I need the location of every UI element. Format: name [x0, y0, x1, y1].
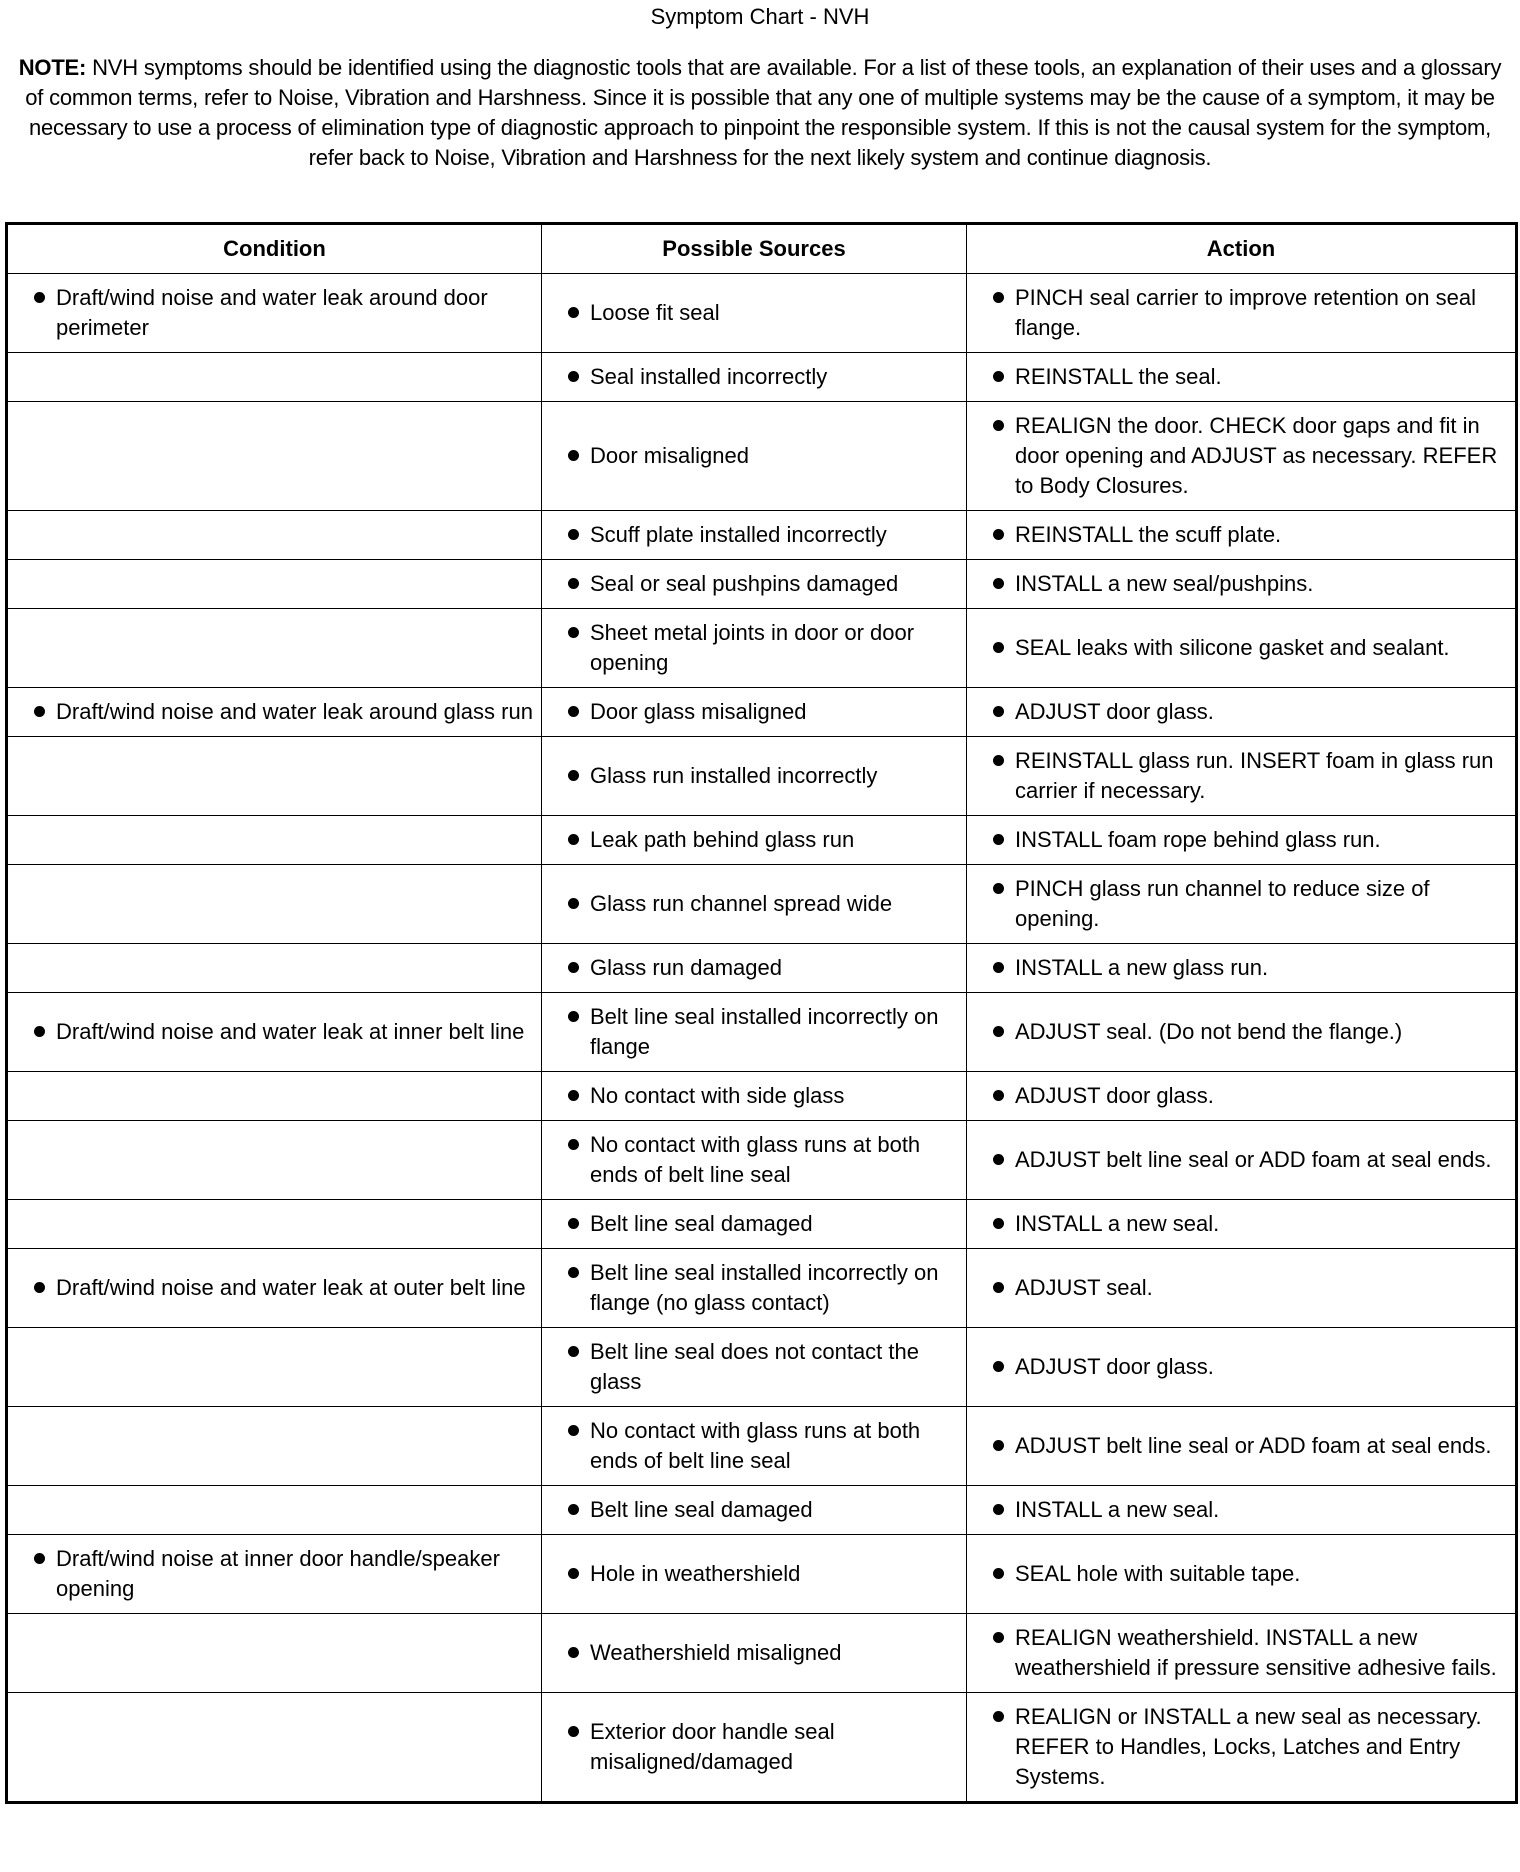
- bullet-item: [975, 1145, 1507, 1175]
- source-cell: [542, 865, 967, 944]
- bullet-icon: [16, 697, 56, 727]
- action-cell: [967, 274, 1517, 353]
- action-text: SEAL leaks with silicone gasket and sealant.: [1015, 635, 1450, 660]
- condition-cell: [7, 609, 542, 688]
- source-cell: [542, 1200, 967, 1249]
- table-row: [7, 1486, 1517, 1535]
- bullet-icon: [550, 569, 590, 599]
- condition-text: Draft/wind noise and water leak at outer belt line: [56, 1275, 526, 1300]
- action-text: INSTALL a new seal/pushpins.: [1015, 571, 1314, 596]
- source-text: Glass run channel spread wide: [590, 891, 893, 916]
- source-text: Seal or seal pushpins damaged: [590, 571, 899, 596]
- condition-cell: [7, 1486, 542, 1535]
- bullet-icon: [975, 1352, 1015, 1382]
- condition-cell: [7, 688, 542, 737]
- source-text: Scuff plate installed incorrectly: [590, 522, 887, 547]
- bullet-icon: [975, 1431, 1015, 1461]
- bullet-icon: [975, 825, 1015, 855]
- source-cell: [542, 402, 967, 511]
- bullet-item: [975, 746, 1507, 806]
- condition-cell: [7, 1200, 542, 1249]
- action-text: ADJUST door glass.: [1015, 699, 1214, 724]
- bullet-icon: [550, 618, 590, 648]
- bullet-icon: [975, 362, 1015, 392]
- bullet-item: [550, 1081, 958, 1111]
- bullet-item: [550, 1337, 958, 1397]
- bullet-icon: [550, 1337, 590, 1367]
- table-row: [7, 1072, 1517, 1121]
- bullet-item: [550, 1638, 958, 1668]
- bullet-icon: [975, 1017, 1015, 1047]
- bullet-item: [550, 1717, 958, 1777]
- bullet-item: [975, 1495, 1507, 1525]
- action-text: INSTALL a new glass run.: [1015, 955, 1269, 980]
- bullet-icon: [975, 697, 1015, 727]
- source-text: Loose fit seal: [590, 300, 720, 325]
- bullet-item: [975, 1273, 1507, 1303]
- action-cell: [967, 993, 1517, 1072]
- bullet-item: [975, 1209, 1507, 1239]
- bullet-icon: [550, 1130, 590, 1160]
- source-cell: [542, 1614, 967, 1693]
- table-row: [7, 560, 1517, 609]
- bullet-item: [16, 1017, 533, 1047]
- table-row: [7, 609, 1517, 688]
- bullet-item: [975, 1081, 1507, 1111]
- action-cell: [967, 1486, 1517, 1535]
- header-action: Action: [967, 224, 1517, 274]
- note-paragraph: [8, 53, 1512, 173]
- action-cell: [967, 688, 1517, 737]
- action-cell: [967, 511, 1517, 560]
- action-text: PINCH seal carrier to improve retention on seal flange.: [1015, 285, 1476, 340]
- action-cell: [967, 1072, 1517, 1121]
- bullet-item: [550, 1258, 958, 1318]
- condition-cell: [7, 402, 542, 511]
- bullet-item: [16, 1544, 533, 1604]
- table-row: [7, 1121, 1517, 1200]
- table-row: [7, 865, 1517, 944]
- action-text: ADJUST belt line seal or ADD foam at seal ends.: [1015, 1433, 1492, 1458]
- table-row: [7, 944, 1517, 993]
- bullet-icon: [975, 1495, 1015, 1525]
- bullet-icon: [975, 411, 1015, 441]
- bullet-icon: [975, 1273, 1015, 1303]
- bullet-icon: [550, 1559, 590, 1589]
- action-cell: [967, 865, 1517, 944]
- source-cell: [542, 816, 967, 865]
- symptom-table: [5, 222, 1518, 1804]
- bullet-icon: [975, 569, 1015, 599]
- condition-cell: [7, 1614, 542, 1693]
- table-row: [7, 1614, 1517, 1693]
- header-possible-sources: Possible Sources: [542, 224, 967, 274]
- source-cell: [542, 560, 967, 609]
- bullet-icon: [550, 298, 590, 328]
- bullet-icon: [16, 283, 56, 313]
- bullet-item: [550, 1416, 958, 1476]
- bullet-item: [975, 825, 1507, 855]
- bullet-item: [975, 633, 1507, 663]
- source-cell: [542, 1693, 967, 1803]
- condition-cell: [7, 511, 542, 560]
- bullet-icon: [16, 1273, 56, 1303]
- bullet-icon: [550, 1638, 590, 1668]
- bullet-icon: [550, 520, 590, 550]
- action-text: ADJUST belt line seal or ADD foam at seal ends.: [1015, 1147, 1492, 1172]
- condition-text: Draft/wind noise at inner door handle/speaker opening: [56, 1546, 500, 1601]
- source-cell: [542, 993, 967, 1072]
- bullet-icon: [550, 953, 590, 983]
- bullet-item: [550, 889, 958, 919]
- action-cell: [967, 609, 1517, 688]
- bullet-icon: [550, 362, 590, 392]
- condition-text: Draft/wind noise and water leak at inner belt line: [56, 1019, 525, 1044]
- condition-cell: [7, 274, 542, 353]
- bullet-item: [975, 874, 1507, 934]
- bullet-item: [975, 1702, 1507, 1792]
- table-row: [7, 1535, 1517, 1614]
- bullet-item: [550, 441, 958, 471]
- bullet-icon: [550, 697, 590, 727]
- action-cell: [967, 353, 1517, 402]
- condition-cell: [7, 993, 542, 1072]
- bullet-icon: [550, 1081, 590, 1111]
- source-cell: [542, 1486, 967, 1535]
- bullet-item: [975, 1431, 1507, 1461]
- note-text: NVH symptoms should be identified using the diagnostic tools that are available. For a list of these tools, an explanation of their uses and a glossary of common terms, refer to Noise, Vibration and Harshness. Since it is possible that any one of multiple systems may be the cause of a symptom, it may be necessary to use a process of elimination type of diagnostic approach to pinpoint the responsible system. If this is not the causal system for the symptom, refer back to Noise, Vibration and Harshness for the next likely system and continue diagnosis.: [25, 55, 1502, 170]
- source-text: Door misaligned: [590, 443, 749, 468]
- source-text: No contact with glass runs at both ends of belt line seal: [590, 1418, 921, 1473]
- action-text: PINCH glass run channel to reduce size of opening.: [1015, 876, 1430, 931]
- condition-cell: [7, 865, 542, 944]
- bullet-item: [550, 1559, 958, 1589]
- condition-cell: [7, 1072, 542, 1121]
- header-condition: Condition: [7, 224, 542, 274]
- table-row: [7, 993, 1517, 1072]
- source-text: Belt line seal does not contact the glass: [590, 1339, 919, 1394]
- table-row: [7, 1249, 1517, 1328]
- source-cell: [542, 737, 967, 816]
- source-cell: [542, 1249, 967, 1328]
- bullet-item: [550, 953, 958, 983]
- table-row: [7, 816, 1517, 865]
- action-cell: [967, 1535, 1517, 1614]
- action-text: REINSTALL the seal.: [1015, 364, 1222, 389]
- bullet-icon: [975, 1623, 1015, 1653]
- action-cell: [967, 1407, 1517, 1486]
- source-cell: [542, 1121, 967, 1200]
- action-cell: [967, 944, 1517, 993]
- action-text: ADJUST door glass.: [1015, 1354, 1214, 1379]
- bullet-item: [550, 697, 958, 727]
- bullet-icon: [550, 1495, 590, 1525]
- source-text: Belt line seal installed incorrectly on flange (no glass contact): [590, 1260, 939, 1315]
- condition-cell: [7, 1535, 542, 1614]
- bullet-icon: [975, 1145, 1015, 1175]
- bullet-item: [975, 1623, 1507, 1683]
- source-cell: [542, 353, 967, 402]
- bullet-item: [550, 1209, 958, 1239]
- source-text: No contact with glass runs at both ends of belt line seal: [590, 1132, 921, 1187]
- action-cell: [967, 1200, 1517, 1249]
- bullet-item: [550, 761, 958, 791]
- bullet-icon: [550, 1258, 590, 1288]
- bullet-icon: [975, 1559, 1015, 1589]
- source-text: Leak path behind glass run: [590, 827, 855, 852]
- bullet-item: [975, 697, 1507, 727]
- action-text: REALIGN the door. CHECK door gaps and fit in door opening and ADJUST as necessary. REFER to Body Closures.: [1015, 413, 1498, 498]
- action-cell: [967, 1121, 1517, 1200]
- action-text: REINSTALL glass run. INSERT foam in glass run carrier if necessary.: [1015, 748, 1494, 803]
- bullet-item: [550, 1130, 958, 1190]
- bullet-item: [975, 569, 1507, 599]
- action-cell: [967, 737, 1517, 816]
- bullet-item: [16, 283, 533, 343]
- bullet-item: [550, 1495, 958, 1525]
- bullet-icon: [975, 283, 1015, 313]
- table-row: [7, 1200, 1517, 1249]
- source-cell: [542, 1535, 967, 1614]
- condition-cell: [7, 353, 542, 402]
- source-text: Seal installed incorrectly: [590, 364, 828, 389]
- table-row: [7, 274, 1517, 353]
- source-cell: [542, 1328, 967, 1407]
- condition-cell: [7, 944, 542, 993]
- action-text: ADJUST door glass.: [1015, 1083, 1214, 1108]
- bullet-item: [16, 697, 533, 727]
- bullet-item: [550, 298, 958, 328]
- bullet-icon: [975, 746, 1015, 776]
- condition-cell: [7, 1407, 542, 1486]
- bullet-icon: [550, 889, 590, 919]
- table-row: [7, 1407, 1517, 1486]
- bullet-item: [975, 1559, 1507, 1589]
- bullet-item: [975, 362, 1507, 392]
- condition-text: Draft/wind noise and water leak around door perimeter: [56, 285, 488, 340]
- table-row: [7, 353, 1517, 402]
- bullet-item: [550, 520, 958, 550]
- source-cell: [542, 274, 967, 353]
- source-text: Exterior door handle seal misaligned/damaged: [590, 1719, 835, 1774]
- bullet-icon: [975, 874, 1015, 904]
- bullet-icon: [975, 633, 1015, 663]
- table-header-row: [7, 224, 1517, 274]
- bullet-icon: [975, 1209, 1015, 1239]
- source-text: Belt line seal installed incorrectly on flange: [590, 1004, 939, 1059]
- action-text: REALIGN weathershield. INSTALL a new weathershield if pressure sensitive adhesive fails.: [1015, 1625, 1497, 1680]
- action-cell: [967, 816, 1517, 865]
- bullet-icon: [550, 761, 590, 791]
- source-text: Sheet metal joints in door or door opening: [590, 620, 915, 675]
- action-text: ADJUST seal.: [1015, 1275, 1153, 1300]
- bullet-icon: [16, 1017, 56, 1047]
- source-cell: [542, 609, 967, 688]
- source-cell: [542, 688, 967, 737]
- bullet-icon: [975, 953, 1015, 983]
- bullet-item: [975, 1017, 1507, 1047]
- bullet-icon: [975, 520, 1015, 550]
- condition-cell: [7, 1121, 542, 1200]
- condition-cell: [7, 737, 542, 816]
- page-title: Symptom Chart - NVH: [650, 4, 870, 29]
- action-cell: [967, 402, 1517, 511]
- action-text: SEAL hole with suitable tape.: [1015, 1561, 1301, 1586]
- bullet-icon: [975, 1081, 1015, 1111]
- action-cell: [967, 1614, 1517, 1693]
- bullet-icon: [16, 1544, 56, 1574]
- action-text: REALIGN or INSTALL a new seal as necessary. REFER to Handles, Locks, Latches and Entry Systems.: [1015, 1704, 1482, 1789]
- bullet-item: [550, 569, 958, 599]
- source-text: Weathershield misaligned: [590, 1640, 842, 1665]
- source-text: Door glass misaligned: [590, 699, 807, 724]
- bullet-icon: [550, 1416, 590, 1446]
- source-cell: [542, 944, 967, 993]
- bullet-icon: [550, 1717, 590, 1747]
- bullet-item: [550, 362, 958, 392]
- source-text: Hole in weathershield: [590, 1561, 801, 1586]
- source-text: Belt line seal damaged: [590, 1497, 813, 1522]
- source-text: Glass run installed incorrectly: [590, 763, 878, 788]
- source-cell: [542, 1072, 967, 1121]
- table-row: [7, 737, 1517, 816]
- source-text: Glass run damaged: [590, 955, 782, 980]
- condition-text: Draft/wind noise and water leak around glass run: [56, 699, 533, 724]
- table-row: [7, 1328, 1517, 1407]
- bullet-icon: [975, 1702, 1015, 1732]
- source-text: Belt line seal damaged: [590, 1211, 813, 1236]
- source-cell: [542, 1407, 967, 1486]
- condition-cell: [7, 816, 542, 865]
- condition-cell: [7, 560, 542, 609]
- action-text: INSTALL a new seal.: [1015, 1497, 1220, 1522]
- condition-cell: [7, 1328, 542, 1407]
- condition-cell: [7, 1693, 542, 1803]
- table-row: [7, 688, 1517, 737]
- action-text: REINSTALL the scuff plate.: [1015, 522, 1282, 547]
- bullet-item: [975, 953, 1507, 983]
- bullet-icon: [550, 825, 590, 855]
- condition-cell: [7, 1249, 542, 1328]
- source-cell: [542, 511, 967, 560]
- bullet-icon: [550, 441, 590, 471]
- bullet-item: [550, 618, 958, 678]
- bullet-icon: [550, 1209, 590, 1239]
- bullet-item: [975, 283, 1507, 343]
- source-text: No contact with side glass: [590, 1083, 845, 1108]
- action-text: ADJUST seal. (Do not bend the flange.): [1015, 1019, 1403, 1044]
- bullet-item: [975, 520, 1507, 550]
- bullet-item: [975, 1352, 1507, 1382]
- action-text: INSTALL foam rope behind glass run.: [1015, 827, 1381, 852]
- action-cell: [967, 560, 1517, 609]
- bullet-item: [550, 825, 958, 855]
- table-row: [7, 402, 1517, 511]
- action-cell: [967, 1328, 1517, 1407]
- bullet-item: [550, 1002, 958, 1062]
- action-cell: [967, 1693, 1517, 1803]
- action-text: INSTALL a new seal.: [1015, 1211, 1220, 1236]
- table-row: [7, 511, 1517, 560]
- action-cell: [967, 1249, 1517, 1328]
- bullet-item: [975, 411, 1507, 501]
- note-label: NOTE:: [18, 55, 87, 80]
- table-row: [7, 1693, 1517, 1803]
- bullet-icon: [550, 1002, 590, 1032]
- bullet-item: [16, 1273, 533, 1303]
